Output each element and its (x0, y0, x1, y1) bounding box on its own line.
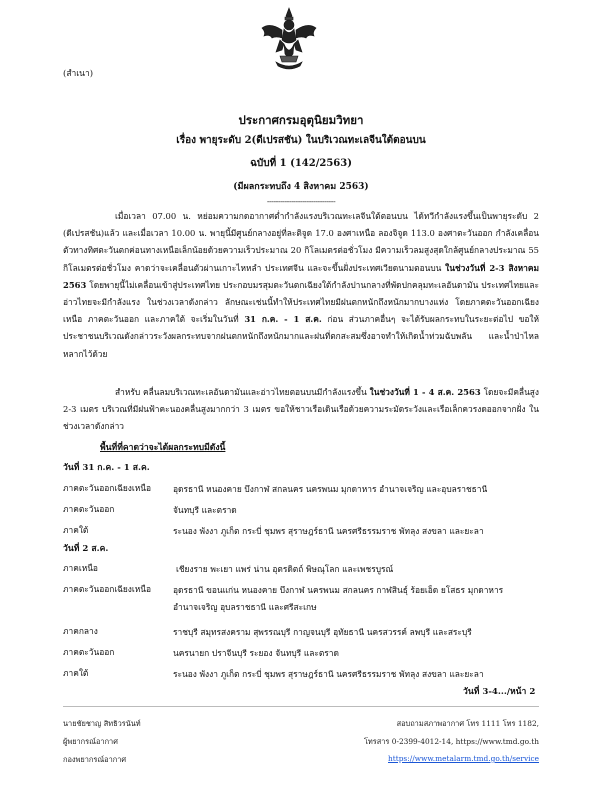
region-label: ภาคใต้ (63, 525, 89, 535)
province-list: อุดรธานี ขอนแก่น หนองคาย บึงกาฬ นครพนม สกลนคร กาฬสินธุ์ ร้อยเอ็ด ยโสธร มุกดาหาร อำนาจเจริญ อุบลราชธานี และศรีสะเกษ (173, 585, 504, 613)
province-list: นครนายก ปราจีนบุรี ระยอง จันทบุรี และตราด (173, 648, 339, 658)
region-label: ภาคตะวันออกเฉียงเหนือ (63, 584, 152, 594)
region-label: ภาคกลาง (63, 626, 98, 636)
region-label: ภาคตะวันออก (63, 647, 115, 657)
service-link[interactable]: https://www.metalarm.tmd.go.th/service (388, 754, 539, 763)
announcement-number: ฉบับที่ 1 (142/2563) (250, 158, 352, 169)
paragraph-waves: สำหรับ คลื่นลมบริเวณทะเลอันดามันและอ่าวไทยตอนบนมีกำลังแรงขึ้น ในช่วงวันที่ 1 - 4 ส.ค. 2563 โดยจะมีคลื่นสูง 2-3 เมตร บริเวณที่มีฝนฟ้าคะนองคลื่นสูงมากกว่า 3 เมตร ขอให้ชาวเรือเดินเรือด้วยความระมัดระวังและเรือเล็กควรงดออกจากฝั่ง ในช่วงเวลาดังกล่าว (63, 387, 539, 432)
province-list: ระนอง พังงา ภูเก็ต กระบี่ ชุมพร สุราษฎร์ธานี นครศรีธรรมราช พัทลุง สงขลา และยะลา (173, 526, 484, 536)
region-label: ภาคตะวันออก (63, 504, 115, 514)
footer-divider (63, 706, 539, 707)
contact-phone: สอบถามสภาพอากาศ โทร 1111 โทร 1182, (396, 719, 539, 728)
day2-header: วันที่ 2 ส.ค. (63, 544, 109, 554)
copy-label: (สำเนา) (63, 69, 94, 79)
province-list: ราชบุรี สมุทรสงคราม สุพรรณบุรี กาญจนบุรี อุทัยธานี นครสวรรค์ ลพบุรี และสระบุรี (173, 627, 472, 637)
region-label: ภาคตะวันออกเฉียงเหนือ (63, 483, 152, 493)
province-list: อุดรธานี หนองคาย บึงกาฬ สกลนคร นครพนม มุกดาหาร อำนาจเจริญ และอุบลราชธานี (173, 484, 488, 494)
announcement-title: ประกาศกรมอุตุนิยมวิทยา (238, 113, 364, 127)
announcement-subject: เรื่อง พายุระดับ 2(ดีเปรสชัน) ในบริเวณทะเลจีนใต้ตอนบน (176, 135, 426, 146)
region-label: ภาคเหนือ (63, 563, 98, 573)
region-label: ภาคใต้ (63, 668, 89, 678)
affected-areas-heading: พื้นที่ที่คาดว่าจะได้ผลกระทบมีดังนี้ (100, 443, 226, 453)
contact-fax: โทรสาร 0-2399-4012-14, https://www.tmd.go.th (363, 737, 539, 746)
province-list: ระนอง พังงา ภูเก็ต กระบี่ ชุมพร สุราษฎร์ธานี นครศรีธรรมราช พัทลุง สงขลา และยะลา (173, 669, 484, 679)
forecaster-division: กองพยากรณ์อากาศ (63, 755, 127, 764)
province-list: จันทบุรี และตราด (173, 505, 237, 515)
forecaster-role: ผู้พยากรณ์อากาศ (63, 737, 118, 746)
next-page-indicator: วันที่ 3-4.../หน้า 2 (463, 687, 536, 697)
province-list: เชียงราย พะเยา แพร่ น่าน อุตรดิตถ์ พิษณุโลก และเพชรบูรณ์ (176, 564, 394, 574)
paragraph-storm: เมื่อเวลา 07.00 น. หย่อมความกดอากาศต่ำกำลังแรงบริเวณทะเลจีนใต้ตอนบน ได้ทวีกำลังแรงขึ้นเป็นพายุระดับ 2 (ดีเปรสชัน)แล้ว และเมื่อเวลา 10.00 น. พายุนี้มีศูนย์กลางอยู่ที่ละติจูด 17.0 องศาเหนือ ลองจิจูด 113.0 องศาตะวันออก กำลังเคลื่อนตัวทางทิศตะวันตกค่อนทางเหนือเล็กน้อยด้วยความเร็วประมาณ 20 กิโลเมตรต่อชั่วโมง มีความเร็วลมสูงสุดใกล้ศูนย์กลางประมาณ 55 กิโลเมตรต่อชั่วโมง คาดว่าจะเคลื่อนตัวผ่านเกาะไหหลำ ประเทศจีน และจะขึ้นฝั่งประเทศเวียดนามตอนบน ในช่วงวันที่ 2-3 สิงหาคม 2563 โดยพายุนี้ไม่เคลื่อนเข้าสู่ประเทศไทย ประกอบมรสุมตะวันตกเฉียงใต้กำลังปานกลางที่พัดปกคลุมทะเลอันดามัน ประเทศไทยและอ่าวไทยจะมีกำลังแรง ในช่วงเวลาดังกล่าว ลักษณะเช่นนี้ทำให้ประเทศไทยมีฝนตกหนักถึงหนักมากบางแห่ง โดยภาคตะวันออกเฉียงเหนือ ภาคตะวันออก และภาคใต้ จะเริ่มในวันที่ 31 ก.ค. - 1 ส.ค. ก่อน ส่วนภาคอื่นๆ จะได้รับผลกระทบในระยะต่อไป ขอให้ประชาชนบริเวณดังกล่าวระวังผลกระทบจากฝนตกหนักถึงหนักมากและฝนที่ตกสะสมซึ่งอาจทำให้เกิดน้ำท่วมฉับพลัน และน้ำป่าไหลหลากไว้ด้วย (63, 211, 539, 359)
announcement-effective: (มีผลกระทบถึง 4 สิงหาคม 2563) (233, 182, 369, 192)
forecaster-name: นายชัยชาญ สิทธิวรนันท์ (63, 719, 141, 728)
title-separator: ------------------------------- (266, 197, 336, 206)
garuda-emblem-icon (258, 6, 320, 70)
day1-header: วันที่ 31 ก.ค. - 1 ส.ค. (63, 463, 150, 473)
